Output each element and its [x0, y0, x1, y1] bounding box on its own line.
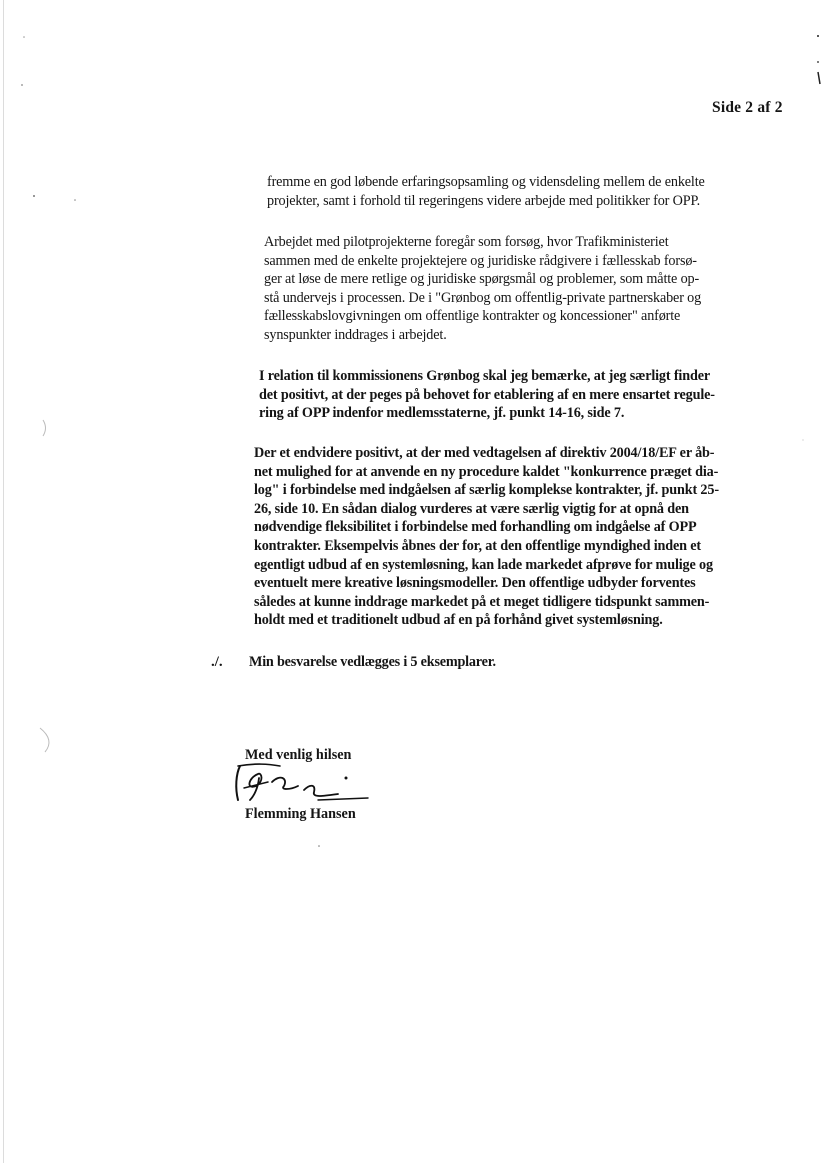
paragraph-line: projekter, samt i forhold til regeringens videre arbejde med politikker for OPP. [267, 192, 701, 209]
paragraph-line: 26, side 10. En sådan dialog vurderes at være særlig vigtig for at opnå den [254, 500, 689, 517]
paragraph-line: Der et endvidere positivt, at der med vedtagelsen af direktiv 2004/18/EF er åb- [254, 445, 715, 461]
paragraph-line: fremme en god løbende erfaringsopsamling og vidensdeling mellem de enkelte [267, 174, 705, 190]
paragraph-line: således at kunne inddrage markedet på et meget tidligere tidspunkt sammen- [254, 593, 710, 610]
enclosure-mark: ./. [211, 654, 223, 670]
closing-salutation: Med venlig hilsen [245, 747, 352, 763]
paragraph-line: net mulighed for at anvende en ny procedure kaldet "konkurrence præget dia- [254, 463, 719, 480]
paragraph-3 [259, 367, 715, 423]
signer-name: Flemming Hansen [245, 806, 356, 822]
paragraph-1 [267, 173, 705, 210]
paragraph-line: fællesskabslovgivningen om offentlige kontrakter og koncessioner" anførte [264, 308, 681, 325]
paragraph-2 [264, 233, 701, 345]
paragraph-line: det positivt, at der peges på behovet for etablering af en mere ensartet regule- [259, 386, 715, 403]
paragraph-4 [254, 444, 719, 630]
paragraph-line: I relation til kommissionens Grønbog skal jeg bemærke, at jeg særligt finder [259, 368, 710, 384]
paragraph-line: stå undervejs i processen. De i "Grønbog om offentlig-private partnerskaber og [264, 289, 702, 306]
paragraph-line: ring af OPP indenfor medlemsstaterne, jf. punkt 14-16, side 7. [259, 405, 625, 422]
enclosure-text: Min besvarelse vedlægges i 5 eksemplarer. [249, 654, 496, 670]
paragraph-line: holdt med et traditionelt udbud af en på forhånd givet systemløsning. [254, 612, 663, 629]
paragraph-line: synspunkter inddrages i arbejdet. [264, 326, 447, 343]
paragraph-line: sammen med de enkelte projektejere og juridiske rådgivere i fællesskab forsø- [264, 252, 697, 269]
paragraph-line: nødvendige fleksibilitet i forbindelse med forhandling om indgåelse af OPP [254, 519, 697, 536]
paragraph-line: eventuelt mere kreative løsningsmodeller. Den offentlige udbyder forventes [254, 575, 696, 592]
paragraph-line: log" i forbindelse med indgåelsen af særlig komplekse kontrakter, jf. punkt 25- [254, 482, 719, 499]
paragraph-line: kontrakter. Eksempelvis åbnes der for, at den offentlige myndighed inden et [254, 537, 701, 554]
handwritten-signature [228, 760, 378, 808]
paragraph-line: ger at løse de mere retlige og juridiske spørgsmål og problemer, som måtte op- [264, 271, 700, 288]
page-number: Side 2 af 2 [712, 99, 783, 116]
paragraph-line: Arbejdet med pilotprojekterne foregår som forsøg, hvor Trafikministeriet [264, 234, 669, 250]
paragraph-line: egentligt udbud af en systemløsning, kan lade markedet afprøve for mulige og [254, 556, 713, 573]
